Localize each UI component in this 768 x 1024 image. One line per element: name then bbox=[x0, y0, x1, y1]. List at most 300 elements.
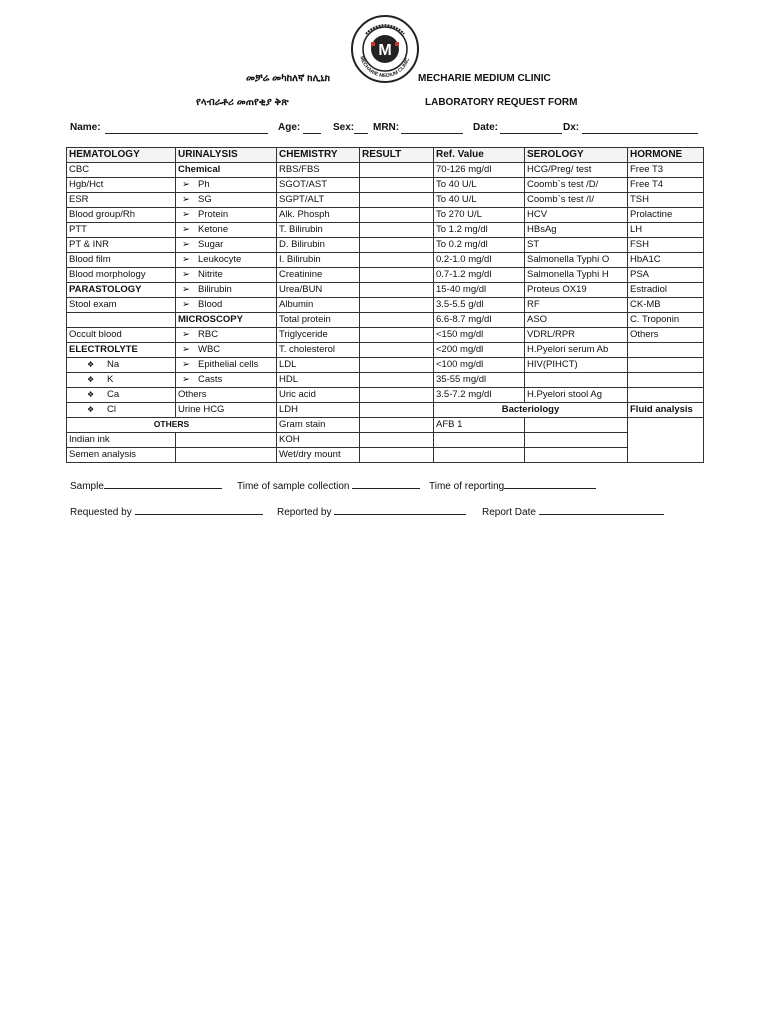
table-row bbox=[67, 163, 704, 178]
result-field[interactable] bbox=[360, 343, 434, 358]
table-cell bbox=[628, 328, 704, 343]
age-label: Age: bbox=[278, 122, 301, 133]
table-cell bbox=[277, 223, 360, 238]
table-cell bbox=[176, 343, 277, 358]
arrow-bullet-icon: ➢ bbox=[182, 374, 190, 385]
table-cell-text: Albumin bbox=[279, 299, 314, 310]
table-cell-text: Salmonella Typhi O bbox=[527, 254, 610, 265]
table-cell bbox=[525, 358, 628, 373]
column-header bbox=[67, 148, 176, 163]
table-row bbox=[67, 328, 704, 343]
age-field[interactable] bbox=[303, 133, 321, 134]
table-cell bbox=[176, 253, 277, 268]
arrow-bullet-icon: ➢ bbox=[182, 209, 190, 220]
table-cell-text: Alk. Phosph bbox=[279, 209, 330, 220]
table-cell bbox=[525, 433, 628, 448]
result-field[interactable] bbox=[360, 448, 434, 463]
table-cell bbox=[434, 373, 525, 388]
bacteriology-field[interactable] bbox=[525, 418, 628, 433]
clinic-name-amharic: መቻሬ መካከለኛ ክሊኒክ bbox=[246, 73, 331, 84]
table-cell-text: Creatinine bbox=[279, 269, 323, 280]
table-cell-text: T. Bilirubin bbox=[279, 224, 323, 235]
table-cell-text: Sugar bbox=[198, 239, 224, 250]
diamond-bullet-icon: ❖ bbox=[87, 405, 95, 414]
table-cell-text: PARASTOLOGY bbox=[69, 284, 142, 295]
date-label: Date: bbox=[473, 122, 499, 133]
table-cell bbox=[434, 208, 525, 223]
table-cell bbox=[434, 343, 525, 358]
result-field[interactable] bbox=[360, 298, 434, 313]
table-cell-text: H.Pyelori serum Ab bbox=[527, 344, 609, 355]
result-field[interactable] bbox=[360, 388, 434, 403]
table-cell bbox=[434, 283, 525, 298]
table-cell bbox=[176, 268, 277, 283]
table-cell-text: Bacteriology bbox=[501, 404, 560, 415]
table-cell-text: Fluid analysis bbox=[630, 404, 693, 415]
table-cell bbox=[277, 253, 360, 268]
table-cell bbox=[67, 403, 176, 418]
table-cell bbox=[67, 193, 176, 208]
table-cell-text: CK-MB bbox=[630, 299, 661, 310]
afb-label bbox=[434, 418, 525, 433]
table-cell-text: T. cholesterol bbox=[279, 344, 335, 355]
table-row bbox=[67, 433, 704, 448]
requested-by-label: Requested by bbox=[70, 507, 132, 518]
table-cell-text: ASO bbox=[527, 314, 548, 325]
table-cell-text: Na bbox=[107, 359, 120, 370]
clinic-logo bbox=[350, 14, 420, 84]
table-cell bbox=[434, 253, 525, 268]
table-cell-text: Triglyceride bbox=[279, 329, 328, 340]
table-cell-text: K bbox=[107, 374, 114, 385]
sample-line bbox=[70, 478, 222, 492]
name-label: Name: bbox=[70, 122, 101, 133]
table-cell bbox=[525, 448, 628, 463]
table-cell bbox=[628, 283, 704, 298]
table-cell-text: VDRL/RPR bbox=[527, 329, 576, 340]
table-row bbox=[67, 373, 704, 388]
date-field[interactable] bbox=[500, 133, 562, 134]
fluid-analysis-field[interactable] bbox=[628, 418, 704, 463]
name-field[interactable] bbox=[105, 133, 268, 134]
table-cell-text: SGPT/ALT bbox=[279, 194, 325, 205]
arrow-bullet-icon: ➢ bbox=[182, 299, 190, 310]
table-cell bbox=[277, 403, 360, 418]
table-cell-text: Estradiol bbox=[630, 284, 667, 295]
table-cell-text: SGOT/AST bbox=[279, 179, 328, 190]
sample-field[interactable] bbox=[104, 478, 222, 489]
others-label bbox=[67, 418, 277, 433]
table-cell bbox=[628, 298, 704, 313]
table-cell bbox=[434, 403, 628, 418]
table-cell bbox=[628, 253, 704, 268]
table-row bbox=[67, 268, 704, 283]
dx-label: Dx: bbox=[563, 122, 580, 133]
table-cell bbox=[67, 163, 176, 178]
table-cell bbox=[176, 223, 277, 238]
table-row-others bbox=[67, 418, 704, 433]
table-cell bbox=[525, 178, 628, 193]
table-cell-text: C. Troponin bbox=[630, 314, 680, 325]
table-cell bbox=[67, 208, 176, 223]
table-cell-text: To 270 U/L bbox=[436, 209, 482, 220]
table-cell-text: Protein bbox=[198, 209, 229, 220]
table-cell bbox=[67, 448, 176, 463]
afb-label-text: AFB 1 bbox=[436, 419, 463, 430]
column-header-text: HEMATOLOGY bbox=[69, 149, 140, 160]
table-row bbox=[67, 388, 704, 403]
table-cell bbox=[67, 223, 176, 238]
table-cell bbox=[525, 298, 628, 313]
result-field[interactable] bbox=[360, 328, 434, 343]
arrow-bullet-icon: ➢ bbox=[182, 239, 190, 250]
requested-by-field[interactable] bbox=[135, 504, 263, 515]
table-cell-text: RBC bbox=[198, 329, 219, 340]
result-field[interactable] bbox=[360, 433, 434, 448]
table-cell bbox=[277, 178, 360, 193]
arrow-bullet-icon: ➢ bbox=[182, 359, 190, 370]
table-cell-text: Ketone bbox=[198, 224, 229, 235]
table-cell bbox=[67, 178, 176, 193]
arrow-bullet-icon: ➢ bbox=[182, 344, 190, 355]
table-cell bbox=[525, 238, 628, 253]
time-collection-label: Time of sample collection bbox=[237, 481, 350, 492]
table-cell bbox=[525, 388, 628, 403]
table-cell bbox=[277, 343, 360, 358]
table-cell-text: RBS/FBS bbox=[279, 164, 320, 175]
result-field[interactable] bbox=[360, 358, 434, 373]
table-cell bbox=[525, 283, 628, 298]
table-cell-text: SG bbox=[198, 194, 212, 205]
table-row bbox=[67, 193, 704, 208]
column-header bbox=[277, 148, 360, 163]
table-cell bbox=[434, 448, 525, 463]
table-cell bbox=[434, 313, 525, 328]
result-field[interactable] bbox=[360, 193, 434, 208]
table-cell bbox=[277, 388, 360, 403]
table-cell bbox=[67, 358, 176, 373]
table-cell-text: LH bbox=[630, 224, 643, 235]
result-field[interactable] bbox=[360, 238, 434, 253]
arrow-bullet-icon: ➢ bbox=[182, 194, 190, 205]
result-field[interactable] bbox=[360, 418, 434, 433]
table-cell-text: Others bbox=[630, 329, 659, 340]
table-cell bbox=[434, 328, 525, 343]
table-cell bbox=[277, 328, 360, 343]
arrow-bullet-icon: ➢ bbox=[182, 224, 190, 235]
time-collection-line bbox=[237, 478, 420, 492]
column-header-text: Ref. Value bbox=[436, 149, 484, 160]
arrow-bullet-icon: ➢ bbox=[182, 284, 190, 295]
table-cell bbox=[67, 433, 176, 448]
table-cell-text: Others bbox=[178, 389, 207, 400]
table-cell bbox=[434, 163, 525, 178]
others-label-text: OTHERS bbox=[153, 419, 190, 429]
table-cell bbox=[628, 388, 704, 403]
column-header bbox=[434, 148, 525, 163]
table-cell-text: HCG/Preg/ test bbox=[527, 164, 592, 175]
mrn-label: MRN: bbox=[373, 122, 400, 133]
report-date-line bbox=[482, 504, 664, 518]
table-cell bbox=[277, 298, 360, 313]
table-cell-text: HBsAg bbox=[527, 224, 557, 235]
table-cell-text: Ph bbox=[198, 179, 210, 190]
table-cell bbox=[176, 208, 277, 223]
result-field[interactable] bbox=[360, 178, 434, 193]
table-cell bbox=[525, 373, 628, 388]
arrow-bullet-icon: ➢ bbox=[182, 254, 190, 265]
table-cell-text: TSH bbox=[630, 194, 649, 205]
result-field[interactable] bbox=[360, 253, 434, 268]
table-cell-text: Indian ink bbox=[69, 434, 110, 445]
table-cell-text: <200 mg/dl bbox=[436, 344, 484, 355]
time-reporting-field[interactable] bbox=[504, 478, 596, 489]
table-row bbox=[67, 343, 704, 358]
table-cell bbox=[525, 208, 628, 223]
table-cell bbox=[67, 343, 176, 358]
sex-label: Sex: bbox=[333, 122, 355, 133]
table-cell-text: Blood bbox=[198, 299, 223, 310]
table-cell-text: PSA bbox=[630, 269, 650, 280]
table-cell-text: KOH bbox=[279, 434, 300, 445]
requested-by-line bbox=[70, 504, 263, 518]
table-cell-text: RF bbox=[527, 299, 540, 310]
table-cell bbox=[525, 343, 628, 358]
table-cell bbox=[628, 223, 704, 238]
table-cell bbox=[434, 358, 525, 373]
table-cell bbox=[277, 313, 360, 328]
table-cell-text: 0.7-1.2 mg/dl bbox=[436, 269, 492, 280]
table-cell-text: 70-126 mg/dl bbox=[436, 164, 492, 175]
table-cell bbox=[176, 298, 277, 313]
table-cell bbox=[67, 373, 176, 388]
column-header bbox=[176, 148, 277, 163]
table-cell bbox=[277, 373, 360, 388]
table-cell bbox=[176, 373, 277, 388]
table-row bbox=[67, 403, 704, 418]
table-cell-text: I. Bilirubin bbox=[279, 254, 321, 265]
column-header-text: URINALYSIS bbox=[178, 149, 238, 160]
table-cell bbox=[176, 238, 277, 253]
table-cell bbox=[434, 223, 525, 238]
table-cell bbox=[434, 388, 525, 403]
result-field[interactable] bbox=[360, 373, 434, 388]
table-cell-text: Prolactine bbox=[630, 209, 673, 220]
column-header bbox=[360, 148, 434, 163]
table-cell-text: Ca bbox=[107, 389, 120, 400]
table-cell-text: Salmonella Typhi H bbox=[527, 269, 609, 280]
table-cell-text: Total protein bbox=[279, 314, 331, 325]
sample-label: Sample bbox=[70, 481, 104, 492]
table-cell-text: Free T4 bbox=[630, 179, 664, 190]
table-cell-text: LDL bbox=[279, 359, 297, 370]
table-cell bbox=[434, 268, 525, 283]
table-cell-text: To 40 U/L bbox=[436, 179, 477, 190]
result-field[interactable] bbox=[360, 283, 434, 298]
table-cell bbox=[525, 193, 628, 208]
table-cell-text: Epithelial cells bbox=[198, 359, 259, 370]
table-cell bbox=[628, 238, 704, 253]
table-cell bbox=[277, 208, 360, 223]
table-row bbox=[67, 298, 704, 313]
result-field[interactable] bbox=[360, 268, 434, 283]
result-field[interactable] bbox=[176, 448, 277, 463]
gram-stain-label bbox=[277, 418, 360, 433]
table-cell-text: HIV(PIHCT) bbox=[527, 359, 578, 370]
table-cell bbox=[67, 298, 176, 313]
table-cell bbox=[67, 328, 176, 343]
table-cell-text: Free T3 bbox=[630, 164, 664, 175]
form-title: LABORATORY REQUEST FORM bbox=[425, 97, 578, 108]
table-cell-text: Blood film bbox=[69, 254, 111, 265]
time-reporting-line bbox=[429, 478, 596, 492]
svg-text:M: M bbox=[378, 42, 392, 59]
column-header-text: CHEMISTRY bbox=[279, 149, 338, 160]
column-header bbox=[525, 148, 628, 163]
arrow-bullet-icon: ➢ bbox=[182, 329, 190, 340]
table-cell-text: 15-40 mg/dl bbox=[436, 284, 487, 295]
result-field[interactable] bbox=[360, 403, 434, 418]
table-cell bbox=[628, 268, 704, 283]
table-cell bbox=[525, 253, 628, 268]
table-cell-text: <150 mg/dl bbox=[436, 329, 484, 340]
form-title-amharic: የላብራቶሪ መጠየቂያ ቅጽ bbox=[196, 97, 289, 108]
table-cell-text: Coomb`s test /I/ bbox=[527, 194, 595, 205]
table-cell bbox=[525, 163, 628, 178]
table-cell-text: Coomb`s test /D/ bbox=[527, 179, 599, 190]
table-cell-text: Casts bbox=[198, 374, 223, 385]
time-reporting-label: Time of reporting bbox=[429, 481, 505, 492]
table-cell-text: MICROSCOPY bbox=[178, 314, 243, 325]
table-cell bbox=[176, 328, 277, 343]
table-cell-text: 6.6-8.7 mg/dl bbox=[436, 314, 492, 325]
table-cell bbox=[176, 193, 277, 208]
table-cell bbox=[67, 253, 176, 268]
table-cell-text: Blood group/Rh bbox=[69, 209, 136, 220]
table-cell bbox=[176, 163, 277, 178]
table-cell-text: To 40 U/L bbox=[436, 194, 477, 205]
table-row bbox=[67, 448, 704, 463]
table-cell bbox=[434, 193, 525, 208]
table-cell bbox=[628, 358, 704, 373]
table-cell-text: <100 mg/dl bbox=[436, 359, 484, 370]
table-cell bbox=[176, 313, 277, 328]
table-cell bbox=[277, 448, 360, 463]
table-cell-text: Blood morphology bbox=[69, 269, 146, 280]
table-cell-text: HCV bbox=[527, 209, 548, 220]
table-cell-text: 3.5-5.5 g/dl bbox=[436, 299, 484, 310]
table-cell-text: Nitrite bbox=[198, 269, 223, 280]
table-cell-text: Urea/BUN bbox=[279, 284, 323, 295]
table-cell-text: Cl bbox=[107, 404, 116, 415]
table-cell bbox=[277, 193, 360, 208]
table-cell bbox=[525, 313, 628, 328]
table-cell-text: 35-55 mg/dl bbox=[436, 374, 487, 385]
result-field[interactable] bbox=[360, 208, 434, 223]
clinic-name: MECHARIE MEDIUM CLINIC bbox=[418, 73, 551, 84]
table-cell bbox=[628, 193, 704, 208]
result-field[interactable] bbox=[360, 163, 434, 178]
table-row bbox=[67, 313, 704, 328]
table-cell bbox=[67, 388, 176, 403]
table-cell bbox=[628, 208, 704, 223]
column-header-text: HORMONE bbox=[630, 149, 683, 160]
table-cell-text: Stool exam bbox=[69, 299, 117, 310]
svg-text:MECHARIE MEDIUM CLINIC: MECHARIE MEDIUM CLINIC bbox=[358, 55, 412, 80]
arrow-bullet-icon: ➢ bbox=[182, 179, 190, 190]
table-cell bbox=[277, 358, 360, 373]
column-header-text: RESULT bbox=[362, 149, 402, 160]
reported-by-field[interactable] bbox=[334, 504, 466, 515]
result-field[interactable] bbox=[360, 313, 434, 328]
table-cell-text: 0.2-1.0 mg/dl bbox=[436, 254, 492, 265]
reported-by-label: Reported by bbox=[277, 507, 332, 518]
table-cell-text: Proteus OX19 bbox=[527, 284, 587, 295]
table-cell-text: Leukocyte bbox=[198, 254, 242, 265]
table-cell bbox=[67, 238, 176, 253]
table-cell-text: 3.5-7.2 mg/dl bbox=[436, 389, 492, 400]
column-header-text: SEROLOGY bbox=[527, 149, 584, 160]
table-cell-text: HDL bbox=[279, 374, 299, 385]
diamond-bullet-icon: ❖ bbox=[87, 375, 95, 384]
table-cell-text: H.Pyelori stool Ag bbox=[527, 389, 602, 400]
table-cell bbox=[525, 328, 628, 343]
table-cell bbox=[176, 388, 277, 403]
table-cell bbox=[434, 433, 525, 448]
table-cell bbox=[628, 178, 704, 193]
time-collection-field[interactable] bbox=[352, 478, 420, 489]
table-cell bbox=[176, 283, 277, 298]
result-field[interactable] bbox=[176, 433, 277, 448]
table-cell bbox=[67, 313, 176, 328]
table-cell-text: Urine HCG bbox=[178, 404, 225, 415]
table-cell-text: Occult blood bbox=[69, 329, 122, 340]
table-cell bbox=[176, 403, 277, 418]
table-cell bbox=[525, 268, 628, 283]
dx-field[interactable] bbox=[582, 133, 698, 134]
table-cell-text: Semen analysis bbox=[69, 449, 137, 460]
report-date-field[interactable] bbox=[539, 504, 664, 515]
table-cell-text: Uric acid bbox=[279, 389, 316, 400]
patient-info-row bbox=[70, 122, 710, 136]
reported-by-line bbox=[277, 504, 466, 518]
table-cell-text: Wet/dry mount bbox=[279, 449, 341, 460]
sex-field[interactable] bbox=[354, 133, 368, 134]
table-cell bbox=[67, 268, 176, 283]
table-cell-text: LDH bbox=[279, 404, 299, 415]
table-cell bbox=[434, 178, 525, 193]
table-cell bbox=[176, 178, 277, 193]
result-field[interactable] bbox=[360, 223, 434, 238]
table-cell bbox=[277, 268, 360, 283]
table-cell-text: To 0.2 mg/dl bbox=[436, 239, 488, 250]
table-cell bbox=[277, 163, 360, 178]
column-header bbox=[628, 148, 704, 163]
table-cell-text: ESR bbox=[69, 194, 89, 205]
table-cell bbox=[628, 403, 704, 418]
table-header-row bbox=[67, 148, 704, 163]
diamond-bullet-icon: ❖ bbox=[87, 390, 95, 399]
table-cell-text: CBC bbox=[69, 164, 90, 175]
table-row bbox=[67, 238, 704, 253]
table-row bbox=[67, 178, 704, 193]
gram-stain-label-text: Gram stain bbox=[279, 419, 326, 430]
table-cell bbox=[176, 358, 277, 373]
table-cell-text: ST bbox=[527, 239, 540, 250]
table-cell bbox=[277, 283, 360, 298]
mrn-field[interactable] bbox=[401, 133, 463, 134]
report-date-label: Report Date bbox=[482, 507, 536, 518]
